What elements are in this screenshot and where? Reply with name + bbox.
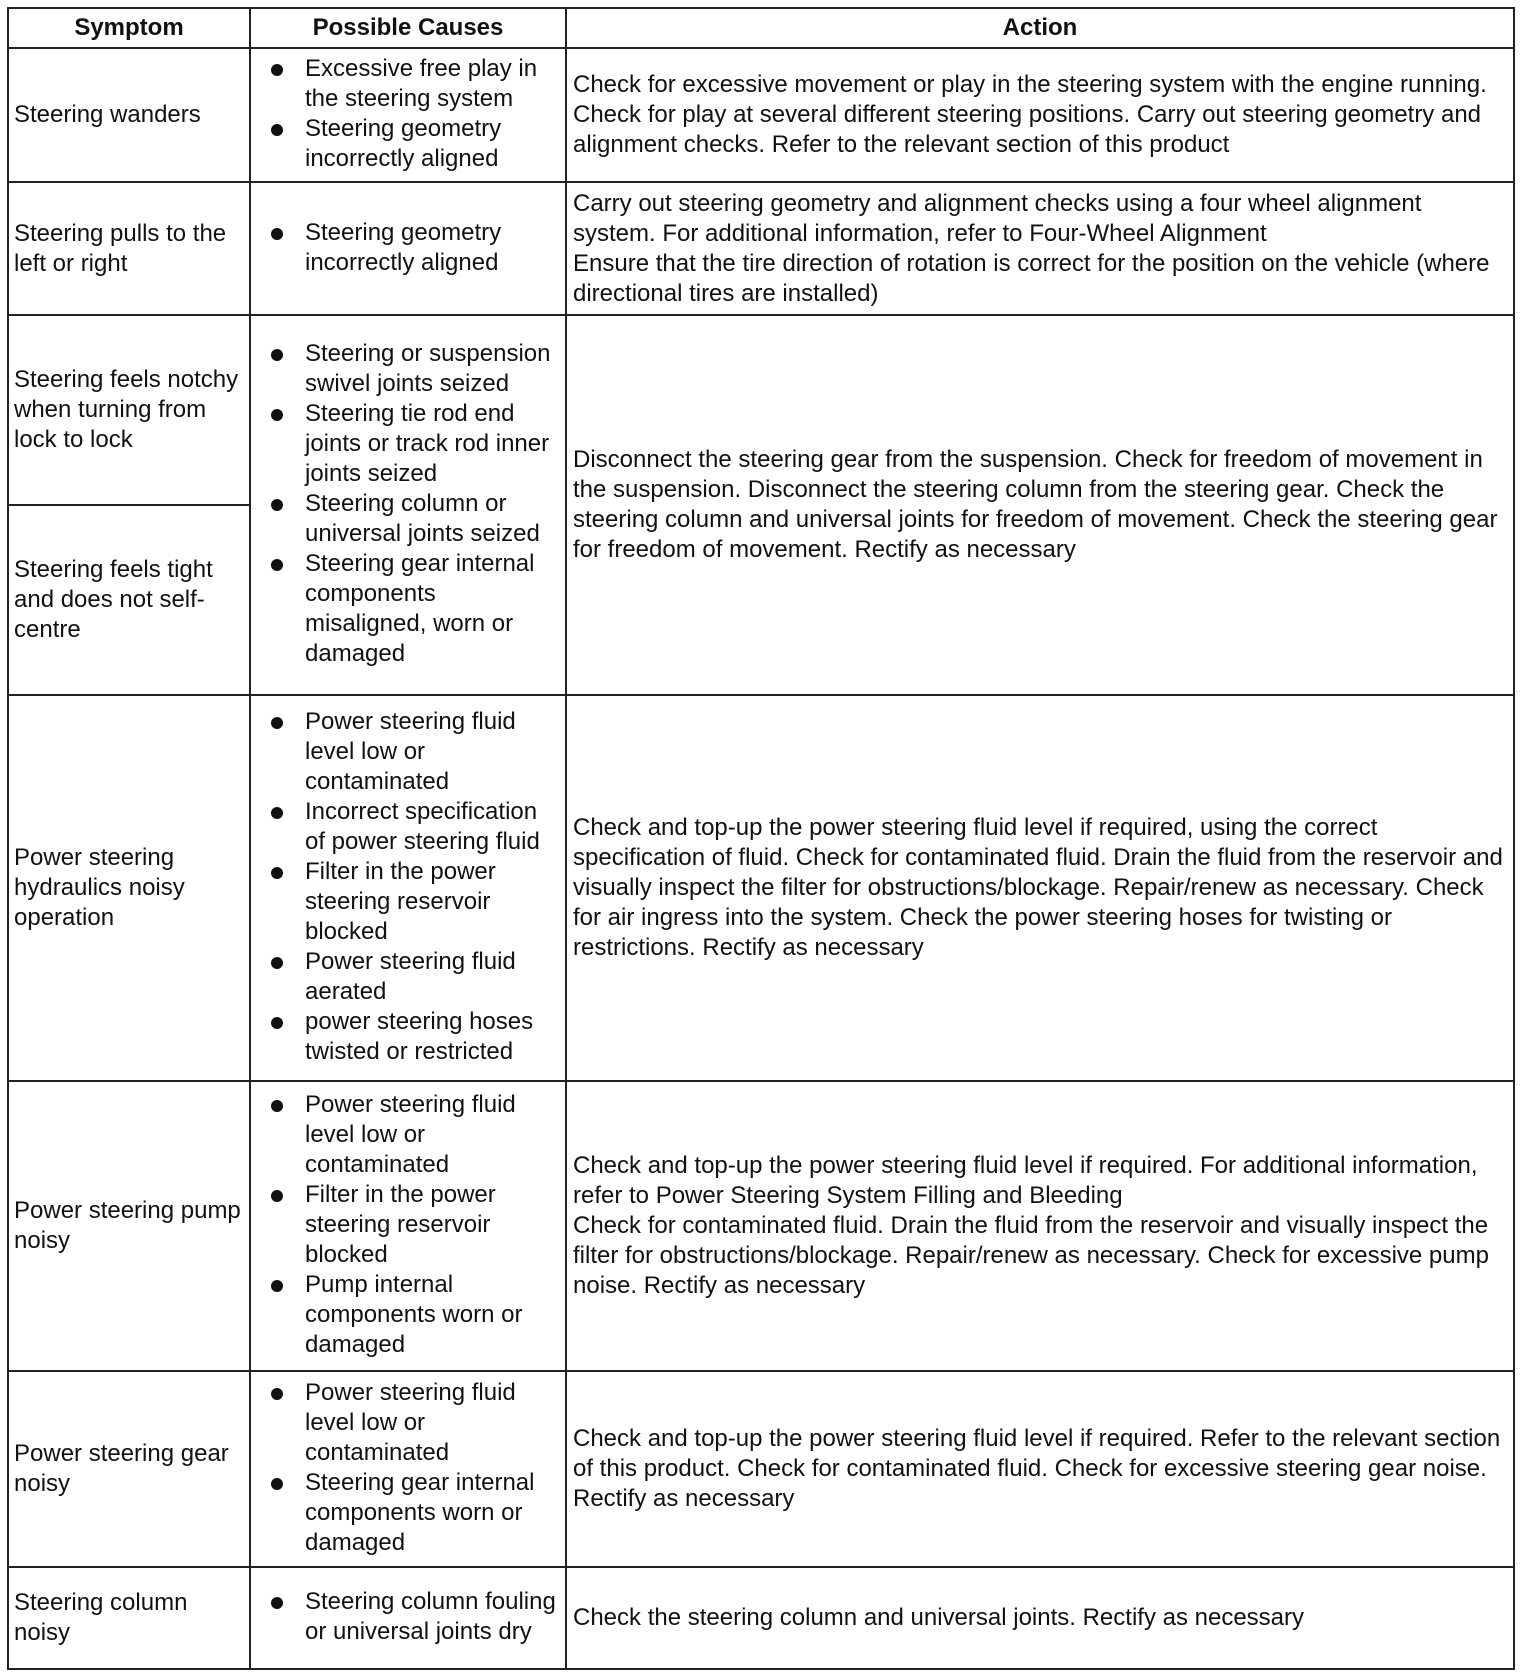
cause-text: Steering geometry incorrectly aligned [305, 115, 502, 172]
action-text: Check and top-up the power steering fluid level if required. For additional information, refer to Power Steering System Filling and Bleeding [573, 1152, 1478, 1209]
causes-list [271, 707, 559, 1067]
symptom-cell: Power steering hydraulics noisy operation [8, 695, 250, 1081]
table-row [8, 182, 1514, 315]
cause-text: Steering gear internal components worn or damaged [305, 1469, 535, 1556]
bullet-icon [271, 1478, 283, 1490]
bullet-icon [271, 124, 283, 136]
cause-item [271, 707, 559, 797]
causes-cell [250, 48, 566, 182]
bullet-icon [271, 807, 283, 819]
header-action: Action [566, 8, 1514, 48]
symptom-cell: Steering feels tight and does not self-centre [8, 505, 250, 695]
cause-item [271, 54, 559, 114]
cause-text: Excessive free play in the steering system [305, 55, 538, 112]
action-text: Check and top-up the power steering fluid level if required, using the correct specification of fluid. Check for contaminated fluid. Drain the fluid from the reservoir and visually inspect the filter for obstructions/blockage. Repair/renew as necessary. Check for air ingress into the system. Check the power steering hoses for twisting or restrictions. Rectify as necessary [573, 814, 1503, 961]
header-symptom: Symptom [8, 8, 250, 48]
causes-list [271, 339, 559, 669]
symptom-cell: Power steering gear noisy [8, 1371, 250, 1567]
cause-text: Filter in the power steering reservoir blocked [305, 1181, 496, 1268]
bullet-icon [271, 1388, 283, 1400]
bullet-icon [271, 1100, 283, 1112]
table-header-row [8, 8, 1514, 48]
cause-text: Steering column or universal joints seized [305, 490, 540, 547]
causes-cell [250, 695, 566, 1081]
symptom-cell: Steering column noisy [8, 1567, 250, 1669]
causes-list [271, 1090, 559, 1360]
table-row [8, 695, 1514, 1081]
bullet-icon [271, 1280, 283, 1292]
bullet-icon [271, 559, 283, 571]
cause-item [271, 489, 559, 549]
action-cell [566, 48, 1514, 182]
cause-item [271, 1090, 559, 1180]
causes-cell [250, 182, 566, 315]
causes-cell [250, 1567, 566, 1669]
symptom-cell: Steering wanders [8, 48, 250, 182]
action-text: Check for contaminated fluid. Drain the fluid from the reservoir and visually inspect the filter for obstructions/blockage. Repair/renew as necessary. Check for excessive pump noise. Rectify as necessary [573, 1212, 1489, 1299]
cause-item [271, 1007, 559, 1067]
action-text: Carry out steering geometry and alignment checks using a four wheel alignment system. For additional information, refer to Four-Wheel Alignment [573, 189, 1422, 247]
cause-text: Steering or suspension swivel joints seized [305, 340, 551, 397]
cause-item [271, 1180, 559, 1270]
cause-item [271, 114, 559, 174]
action-text: Disconnect the steering gear from the suspension. Check for freedom of movement in the suspension. Disconnect the steering column from the steering gear. Check the steering column and universal joints for freedom of movement. Check the steering gear for freedom of movement. Rectify as necessary [573, 446, 1498, 563]
causes-list [271, 1378, 559, 1558]
cause-text: Power steering fluid level low or contaminated [305, 708, 516, 795]
table-row [8, 1081, 1514, 1371]
cause-text: Power steering fluid level low or contaminated [305, 1091, 516, 1178]
cause-item [271, 797, 559, 857]
bullet-icon [271, 228, 283, 240]
bullet-icon [271, 349, 283, 361]
bullet-icon [271, 1017, 283, 1029]
cause-text: Power steering fluid level low or contaminated [305, 1379, 516, 1466]
symptom-cell: Power steering pump noisy [8, 1081, 250, 1371]
action-cell [566, 1371, 1514, 1567]
cause-item [271, 399, 559, 489]
causes-list [271, 218, 559, 278]
header-possible-causes: Possible Causes [250, 8, 566, 48]
action-text: Check the steering column and universal joints. Rectify as necessary [573, 1604, 1305, 1631]
bullet-icon [271, 867, 283, 879]
bullet-icon [271, 957, 283, 969]
symptom-cell: Steering feels notchy when turning from lock to lock [8, 315, 250, 505]
bullet-icon [271, 499, 283, 511]
cause-text: Incorrect specification of power steering fluid [305, 798, 540, 855]
table-row [8, 315, 1514, 505]
bullet-icon [271, 409, 283, 421]
cause-item [271, 549, 559, 669]
causes-cell [250, 1371, 566, 1567]
cause-item [271, 1468, 559, 1558]
table-row [8, 1371, 1514, 1567]
cause-text: Steering tie rod end joints or track rod inner joints seized [305, 400, 550, 487]
cause-text: Power steering fluid aerated [305, 948, 516, 1005]
action-cell [566, 182, 1514, 315]
bullet-icon [271, 64, 283, 76]
action-text: Ensure that the tire direction of rotation is correct for the position on the vehicle (where directional tires are installed) [573, 249, 1490, 307]
cause-text: Steering column fouling or universal joints dry [305, 1588, 556, 1645]
diagnosis-document [7, 7, 1515, 1670]
action-text: Check for excessive movement or play in the steering system with the engine running. Check for play at several different steering positions. Carry out steering geometry and alignment checks. Refer to the relevant section of this product [573, 71, 1487, 158]
cause-item [271, 339, 559, 399]
cause-text: Filter in the power steering reservoir blocked [305, 858, 496, 945]
causes-cell [250, 315, 566, 695]
cause-item [271, 1378, 559, 1468]
causes-list [271, 1587, 559, 1647]
action-cell [566, 315, 1514, 695]
cause-item [271, 218, 559, 278]
cause-item [271, 1587, 559, 1647]
symptom-chart-table [7, 7, 1515, 1670]
action-cell [566, 695, 1514, 1081]
cause-item [271, 1270, 559, 1360]
cause-text: Steering geometry incorrectly aligned [305, 218, 502, 276]
bullet-icon [271, 717, 283, 729]
cause-item [271, 947, 559, 1007]
cause-item [271, 857, 559, 947]
action-cell [566, 1567, 1514, 1669]
table-row [8, 1567, 1514, 1669]
table-row [8, 48, 1514, 182]
bullet-icon [271, 1597, 283, 1609]
action-text: Check and top-up the power steering fluid level if required. Refer to the relevant section of this product. Check for contaminated fluid. Check for excessive steering gear noise. Rectify as necessary [573, 1425, 1501, 1512]
cause-text: power steering hoses twisted or restricted [305, 1008, 534, 1065]
causes-list [271, 54, 559, 174]
cause-text: Pump internal components worn or damaged [305, 1271, 523, 1358]
bullet-icon [271, 1190, 283, 1202]
action-cell [566, 1081, 1514, 1371]
causes-cell [250, 1081, 566, 1371]
symptom-cell: Steering pulls to the left or right [8, 182, 250, 315]
cause-text: Steering gear internal components misaligned, worn or damaged [305, 550, 535, 667]
